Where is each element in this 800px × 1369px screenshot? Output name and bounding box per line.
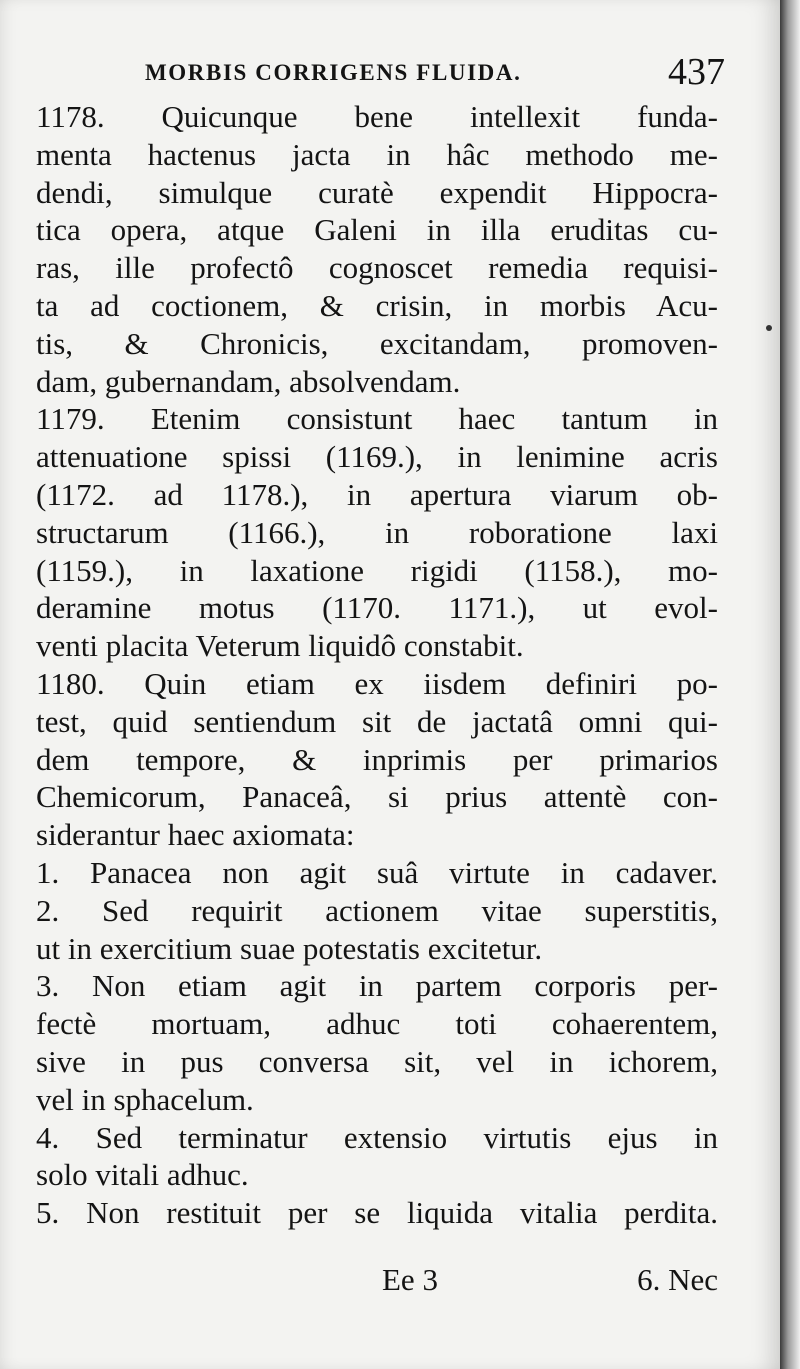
page-edge-shadow bbox=[780, 0, 800, 1369]
text-line: venti placita Veterum liquidô constabit. bbox=[36, 628, 524, 664]
text-line: fectè mortuam, adhuc toti cohaerentem, bbox=[36, 1006, 718, 1042]
text-line: Chemicorum, Panaceâ, si prius attentè con- bbox=[36, 779, 718, 815]
text-line: tis, & Chronicis, excitandam, promoven- bbox=[36, 325, 718, 361]
text-line: tica opera, atque Galeni in illa eruditas cu- bbox=[36, 212, 718, 248]
text-line: 1178. Quicunque bene intellexit funda- bbox=[36, 99, 718, 134]
page-header bbox=[0, 50, 780, 100]
text-line: ut in exercitium suae potestatis excitetur. bbox=[36, 930, 543, 966]
text-line: 2. Sed requirit actionem vitae superstitis, bbox=[36, 892, 718, 928]
text-line: dendi, simulque curatè expendit Hippocra- bbox=[36, 174, 718, 210]
body-text bbox=[36, 98, 718, 1232]
text-line: deramine motus (1170. 1171.), ut evol- bbox=[36, 590, 718, 626]
text-line: 1. Panacea non agit suâ virtute in cadaver. bbox=[36, 854, 718, 890]
page-number: 437 bbox=[668, 51, 725, 93]
text-line: (1172. ad 1178.), in apertura viarum ob- bbox=[36, 476, 718, 512]
text-line: dam, gubernandam, absolvendam. bbox=[36, 363, 461, 399]
text-line: structarum (1166.), in roboratione laxi bbox=[36, 514, 718, 550]
running-head: MORBIS CORRIGENS FLUIDA. bbox=[145, 60, 522, 85]
ink-spot bbox=[766, 325, 772, 331]
text-line: 3. Non etiam agit in partem corporis per- bbox=[36, 968, 718, 1004]
text-line: ras, ille profectô cognoscet remedia requisi- bbox=[36, 250, 718, 286]
text-line: dem tempore, & inprimis per primarios bbox=[36, 741, 718, 777]
text-line: solo vitali adhuc. bbox=[36, 1157, 249, 1193]
text-line: 5. Non restituit per se liquida vitalia perdita. bbox=[36, 1195, 718, 1231]
catchword: 6. Nec bbox=[637, 1262, 718, 1297]
text-line: siderantur haec axiomata: bbox=[36, 817, 355, 853]
text-line: 4. Sed terminatur extensio virtutis ejus in bbox=[36, 1119, 718, 1155]
text-line: 1179. Etenim consistunt haec tantum in bbox=[36, 401, 718, 437]
text-line: sive in pus conversa sit, vel in ichorem, bbox=[36, 1043, 718, 1079]
text-line: ta ad coctionem, & crisin, in morbis Acu- bbox=[36, 287, 718, 323]
text-line: (1159.), in laxatione rigidi (1158.), mo- bbox=[36, 552, 718, 588]
signature-mark: Ee 3 bbox=[382, 1262, 438, 1297]
text-line: menta hactenus jacta in hâc methodo me- bbox=[36, 136, 718, 172]
text-line: 1180. Quin etiam ex iisdem definiri po- bbox=[36, 665, 718, 701]
page-footer bbox=[36, 1262, 718, 1312]
text-line: vel in sphacelum. bbox=[36, 1081, 254, 1117]
text-line: attenuatione spissi (1169.), in lenimine acris bbox=[36, 439, 718, 475]
text-line: test, quid sentiendum sit de jactatâ omni qui- bbox=[36, 703, 718, 739]
